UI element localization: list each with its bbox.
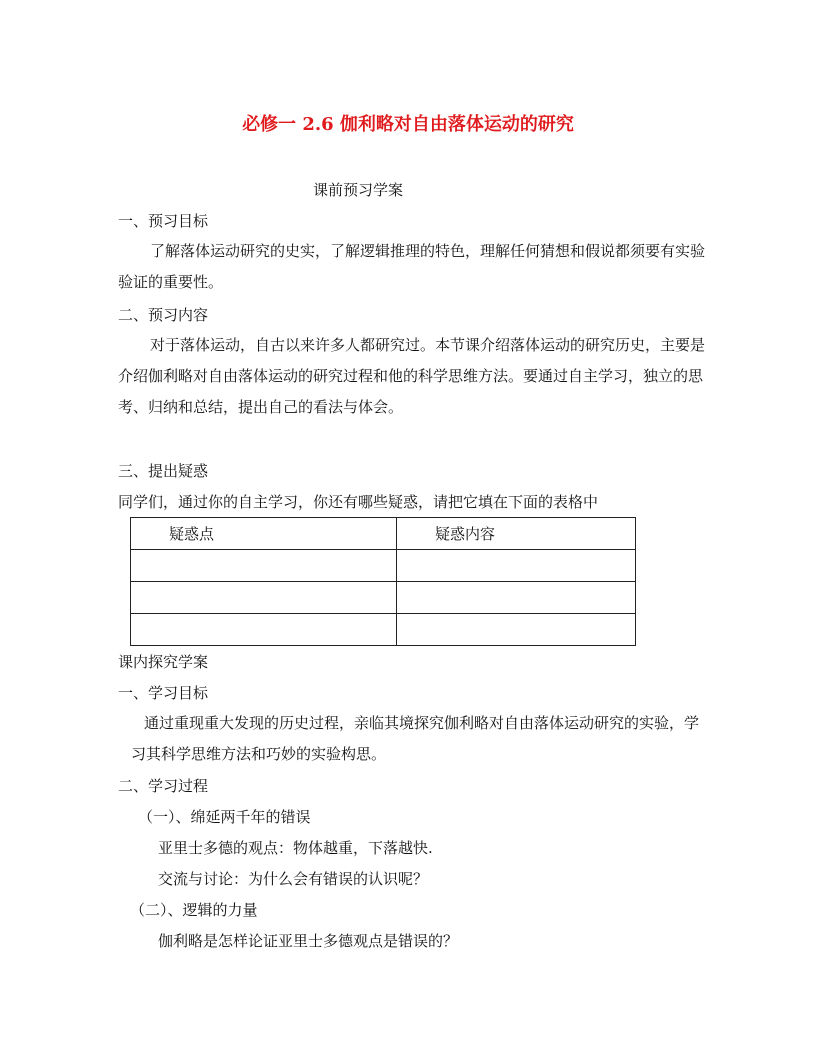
table-header-row bbox=[131, 518, 636, 550]
part1-heading: （一）、绵延两千年的错误 bbox=[138, 808, 311, 826]
doubts-table bbox=[130, 517, 636, 646]
header-doubt-content: 疑惑内容 bbox=[435, 525, 496, 543]
table-cell[interactable] bbox=[397, 614, 636, 646]
doubts-heading: 三、提出疑惑 bbox=[118, 462, 209, 480]
part2-line1: 伽利略是怎样论证亚里士多德观点是错误的？ bbox=[158, 932, 459, 950]
table-row bbox=[131, 614, 636, 646]
process-heading: 二、学习过程 bbox=[118, 777, 209, 795]
preview-content-text: 对于落体运动，自古以来许多人都研究过。本节课介绍落体运动的研究历史，主要是介绍伽利略对自由落体运动的研究过程和他的科学思维方法。要通过自主学习，独立的思考、归纳和总结，提出自己的看法与体会。 bbox=[118, 336, 706, 416]
table-cell[interactable] bbox=[131, 614, 397, 646]
preview-section-heading: 课前预习学案 bbox=[313, 181, 404, 199]
part1-line2: 交流与讨论：为什么会有错误的认识呢？ bbox=[158, 870, 429, 888]
table-cell[interactable] bbox=[131, 550, 397, 582]
preview-content-heading: 二、预习内容 bbox=[118, 306, 209, 324]
inclass-section-heading: 课内探究学案 bbox=[118, 653, 209, 671]
table-header-cell bbox=[397, 518, 636, 550]
table-row bbox=[131, 582, 636, 614]
preview-goals-text: 了解落体运动研究的史实，了解逻辑推理的特色，理解任何猜想和假说都须要有实验验证的重要性。 bbox=[118, 242, 706, 291]
part2-heading: （二）、逻辑的力量 bbox=[130, 901, 258, 919]
document-title: 必修一 2.6 伽利略对自由落体运动的研究 bbox=[242, 114, 574, 135]
table-header-cell bbox=[131, 518, 397, 550]
table-cell[interactable] bbox=[397, 582, 636, 614]
inclass-goals-heading: 一、学习目标 bbox=[118, 684, 209, 702]
table-cell[interactable] bbox=[131, 582, 397, 614]
table-row bbox=[131, 550, 636, 582]
header-doubt-point: 疑惑点 bbox=[169, 525, 215, 543]
preview-goals-heading: 一、预习目标 bbox=[118, 212, 209, 230]
part1-line1: 亚里士多德的观点：物体越重，下落越快. bbox=[158, 839, 433, 857]
inclass-goals-text: 通过重现重大发现的历史过程，亲临其境探究伽利略对自由落体运动研究的实验，学习其科学思维方法和巧妙的实验构思。 bbox=[131, 714, 700, 763]
doubts-intro: 同学们，通过你的自主学习，你还有哪些疑惑，请把它填在下面的表格中 bbox=[118, 493, 599, 511]
table-cell[interactable] bbox=[397, 550, 636, 582]
